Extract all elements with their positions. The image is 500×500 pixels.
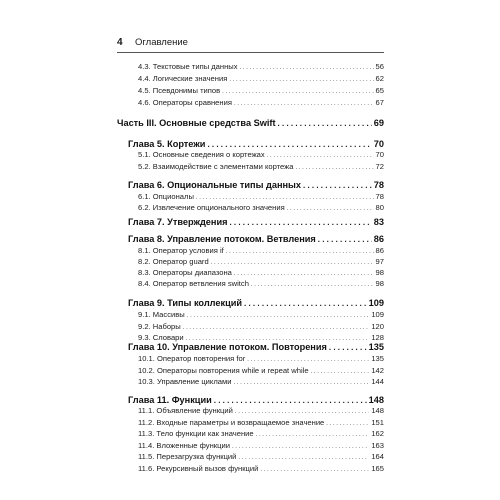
toc-entry-title: 6.2. Извлечение опционального значения — [138, 203, 285, 212]
toc-entry-title: 9.3. Словари — [138, 333, 184, 342]
dot-leader — [318, 234, 372, 244]
toc-page-number: 70 — [375, 150, 384, 159]
dot-leader — [326, 418, 369, 427]
toc-page-number: 142 — [371, 366, 384, 375]
dot-leader — [267, 150, 374, 159]
toc-page-number: 86 — [375, 246, 384, 255]
dot-leader — [244, 298, 367, 308]
toc-entry-title: 9.1. Массивы — [138, 310, 185, 319]
toc-page-number: 67 — [375, 98, 384, 107]
dot-leader — [196, 192, 374, 201]
toc-section-entry — [138, 354, 384, 363]
toc-section-entry — [138, 322, 384, 331]
toc-entry-title: 9.2. Наборы — [138, 322, 181, 331]
dot-leader — [229, 74, 373, 83]
toc-entry-title: Глава 8. Управление потоком. Ветвления — [128, 234, 316, 244]
toc-section-entry — [138, 150, 384, 159]
toc-page-number: 109 — [371, 310, 384, 319]
toc-page-number: 80 — [375, 203, 384, 212]
toc-entry-title: 10.1. Оператор повторения for — [138, 354, 246, 363]
toc-page-number: 162 — [371, 429, 384, 438]
toc-page-number: 164 — [371, 452, 384, 461]
toc-page-number: 98 — [375, 279, 384, 288]
toc-entry-title: 11.2. Входные параметры и возвращаемое значение — [138, 418, 325, 427]
toc-entry-title: 10.3. Управление циклами — [138, 377, 232, 386]
toc-entry-title: 8.3. Операторы диапазона — [138, 268, 232, 277]
toc-chapter-entry — [128, 217, 384, 227]
toc-chapter-entry — [128, 298, 384, 308]
toc-entry-title: Глава 7. Утверждения — [128, 217, 228, 227]
dot-leader — [222, 86, 373, 95]
toc-page-number: 135 — [368, 342, 384, 352]
toc-entry-title: 11.3. Тело функции как значение — [138, 429, 254, 438]
toc-page-number: 165 — [371, 464, 384, 473]
toc-entry-title: 11.5. Перезагрузка функций — [138, 452, 237, 461]
toc-entry-title: 11.6. Рекурсивный вызов функций — [138, 464, 259, 473]
toc-entry-title: 4.3. Текстовые типы данных — [138, 62, 238, 71]
dot-leader — [303, 180, 372, 190]
dot-leader — [311, 366, 370, 375]
toc-entry-title: 8.1. Оператор условия if — [138, 246, 224, 255]
dot-leader — [183, 322, 370, 331]
toc-section-entry — [138, 310, 384, 319]
toc-entry-title: Глава 6. Опциональные типы данных — [128, 180, 301, 190]
toc-page-number: 78 — [373, 180, 384, 190]
toc-page-number: 72 — [375, 162, 384, 171]
toc-chapter-entry — [128, 395, 384, 405]
dot-leader — [211, 257, 374, 266]
toc-section-entry — [138, 441, 384, 450]
toc-chapter-entry — [128, 234, 384, 244]
toc-page-number: 69 — [373, 118, 384, 128]
toc-page-number: 56 — [375, 62, 384, 71]
dot-leader — [226, 246, 374, 255]
toc-entry-title: 8.4. Оператор ветвления switch — [138, 279, 249, 288]
header-title: Оглавление — [135, 37, 188, 48]
toc-section-entry — [138, 192, 384, 201]
toc-section-entry — [138, 464, 384, 473]
toc-section-entry — [138, 86, 384, 95]
dot-leader — [232, 441, 369, 450]
toc-section-entry — [138, 257, 384, 266]
dot-leader — [295, 162, 373, 171]
toc-page-number: 151 — [371, 418, 384, 427]
toc-entry-title: Глава 9. Типы коллекций — [128, 298, 243, 308]
toc-entry-title: Часть III. Основные средства Swift — [117, 118, 276, 128]
dot-leader — [186, 333, 370, 342]
toc-section-entry — [138, 418, 384, 427]
toc-entry-title: Глава 11. Функции — [128, 395, 212, 405]
toc-page-number: 86 — [373, 234, 384, 244]
dot-leader — [287, 203, 374, 212]
dot-leader — [229, 217, 371, 227]
toc-entry-title: 6.1. Опционалы — [138, 192, 194, 201]
toc-section-entry — [138, 98, 384, 107]
toc-entry-title: 5.1. Основные сведения о кортежах — [138, 150, 265, 159]
toc-page-number: 128 — [371, 333, 384, 342]
toc-section-entry — [138, 246, 384, 255]
toc-section-entry — [138, 203, 384, 212]
dot-leader — [247, 354, 369, 363]
dot-leader — [234, 98, 374, 107]
dot-leader — [329, 342, 367, 352]
toc-entry-title: Глава 10. Управление потоком. Повторения — [128, 342, 327, 352]
toc-page-number: 163 — [371, 441, 384, 450]
toc-entry-title: 4.5. Псевдонимы типов — [138, 86, 221, 95]
toc-section-entry — [138, 377, 384, 386]
toc-page-number: 62 — [375, 74, 384, 83]
toc-page-number: 144 — [371, 377, 384, 386]
dot-leader — [256, 429, 370, 438]
toc-page-number: 148 — [371, 406, 384, 415]
toc-entry-title: 11.1. Объявление функций — [138, 406, 233, 415]
dot-leader — [207, 139, 371, 149]
toc-section-entry — [138, 268, 384, 277]
toc-section-entry — [138, 279, 384, 288]
toc-part-entry — [117, 118, 384, 128]
dot-leader — [233, 377, 369, 386]
toc-section-entry — [138, 62, 384, 71]
dot-leader — [240, 62, 374, 71]
toc-section-entry — [138, 74, 384, 83]
toc-section-entry — [138, 452, 384, 461]
toc-page-number: 135 — [371, 354, 384, 363]
toc-page-number: 148 — [368, 395, 384, 405]
toc-entry-title: 4.4. Логические значения — [138, 74, 228, 83]
toc-section-entry — [138, 333, 384, 342]
toc-entry-title: 10.2. Операторы повторения while и repeat while — [138, 366, 309, 375]
toc-page-number: 98 — [375, 268, 384, 277]
toc-section-entry — [138, 366, 384, 375]
dot-leader — [235, 406, 369, 415]
dot-leader — [260, 464, 369, 473]
toc-section-entry — [138, 429, 384, 438]
toc-section-entry — [138, 406, 384, 415]
toc-page-number: 70 — [373, 139, 384, 149]
toc-entry-title: 8.2. Оператор guard — [138, 257, 209, 266]
toc-chapter-entry — [128, 139, 384, 149]
toc-page-number: 120 — [371, 322, 384, 331]
toc-section-entry — [138, 162, 384, 171]
dot-leader — [251, 279, 374, 288]
toc-page-number: 65 — [375, 86, 384, 95]
toc-page-number: 78 — [375, 192, 384, 201]
toc-entry-title: 4.6. Операторы сравнения — [138, 98, 232, 107]
toc-page-number: 83 — [373, 217, 384, 227]
toc-entry-title: 11.4. Вложенные функции — [138, 441, 230, 450]
dot-leader — [278, 118, 372, 128]
toc-page-number: 109 — [368, 298, 384, 308]
dot-leader — [187, 310, 370, 319]
page-number: 4 — [117, 37, 123, 48]
toc-chapter-entry — [128, 342, 384, 352]
dot-leader — [234, 268, 374, 277]
dot-leader — [214, 395, 367, 405]
toc-chapter-entry — [128, 180, 384, 190]
toc-page-number: 97 — [375, 257, 384, 266]
toc-entry-title: Глава 5. Кортежи — [128, 139, 206, 149]
toc-entry-title: 5.2. Взаимодействие с элементами кортежа — [138, 162, 294, 171]
dot-leader — [238, 452, 369, 461]
